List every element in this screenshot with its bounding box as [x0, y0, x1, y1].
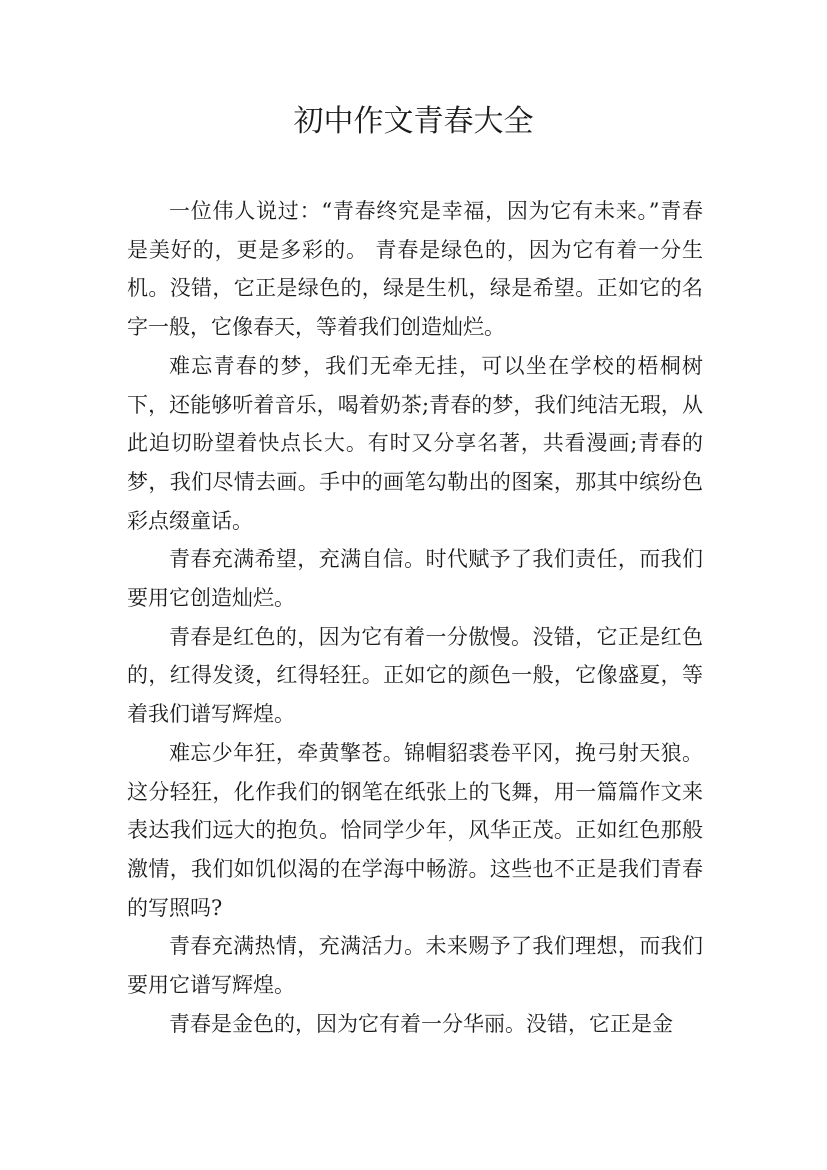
paragraph: 一位伟人说过：“青春终究是幸福，因为它有未来。”青春是美好的，更是多彩的。 青春是绿色的，因为它有着一分生机。没错，它正是绿色的，绿是生机，绿是希望。正如它的名字一般，它像春天，等着我们创造灿烂。: [127, 199, 703, 340]
paragraph: 青春是红色的，因为它有着一分傲慢。没错，它正是红色的，红得发烫，红得轻狂。正如它的颜色一般，它像盛夏，等着我们谱写辉煌。: [127, 624, 703, 727]
paragraph: 难忘青春的梦，我们无牵无挂，可以坐在学校的梧桐树下，还能够听着音乐，喝着奶茶;青春的梦，我们纯洁无瑕，从此迫切盼望着快点长大。有时又分享名著，共看漫画;青春的梦，我们尽情去画。手中的画笔勾勒出的图案，那其中缤纷色彩点缀童话。: [127, 353, 703, 533]
document-title: 初中作文青春大全: [293, 104, 534, 139]
document-body: [127, 192, 703, 1043]
paragraph: 青春充满希望，充满自信。时代赋予了我们责任，而我们要用它创造灿烂。: [127, 547, 703, 611]
paragraph: 青春是金色的，因为它有着一分华丽。没错，它正是金: [169, 1011, 673, 1036]
paragraph: 难忘少年狂，牵黄擎苍。锦帽貂裘卷平冈，挽弓射天狼。这分轻狂，化作我们的钢笔在纸张上的飞舞，用一篇篇作文来表达我们远大的抱负。恰同学少年，风华正茂。正如红色那般激情，我们如饥似渴的在学海中畅游。这些也不正是我们青春的写照吗?: [127, 740, 703, 920]
paragraph: 青春充满热情，充满活力。未来赐予了我们理想，而我们要用它谱写辉煌。: [127, 934, 703, 998]
